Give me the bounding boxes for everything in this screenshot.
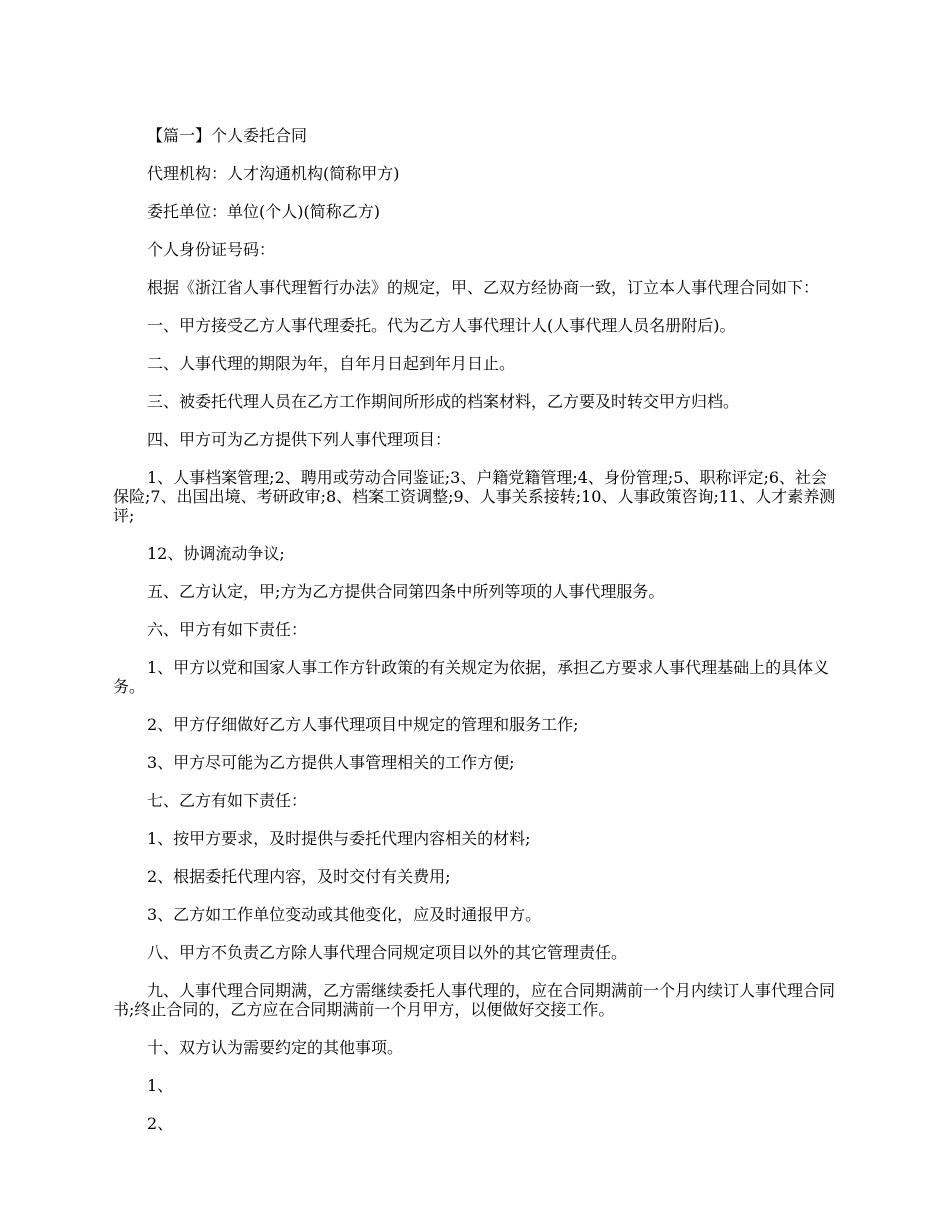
agency-line: 代理机构：人才沟通机构(简称甲方) [147, 164, 400, 183]
clause-9: 九、人事代理合同期满，乙方需继续委托人事代理的，应在合同期满前一个月内续订人事代理合同书;终止合同的，乙方应在合同期满前一个月甲方，以便做好交接工作。 [113, 981, 836, 1019]
document-body [113, 126, 843, 1152]
section-title: 【篇一】个人委托合同 [147, 126, 308, 145]
clause-8: 八、甲方不负责乙方除人事代理合同规定项目以外的其它管理责任。 [147, 943, 628, 962]
clause-5: 五、乙方认定，甲;方为乙方提供合同第四条中所列等项的人事代理服务。 [147, 582, 665, 601]
clause-6-item-2: 2、甲方仔细做好乙方人事代理项目中规定的管理和服务工作; [147, 715, 579, 734]
clause-6-item-1: 1、甲方以党和国家人事工作方针政策的有关规定为依据，承担乙方要求人事代理基础上的具体义务。 [113, 658, 830, 696]
clause-4-item-12: 12、协调流动争议; [147, 544, 285, 563]
clause-3: 三、被委托代理人员在乙方工作期间所形成的档案材料，乙方要及时转交甲方归档。 [147, 392, 740, 411]
clause-6-item-3: 3、甲方尽可能为乙方提供人事管理相关的工作方便; [147, 753, 515, 772]
clause-7-item-3: 3、乙方如工作单位变动或其他变化，应及时通报甲方。 [147, 905, 542, 924]
clause-6: 六、甲方有如下责任： [147, 620, 308, 639]
client-line: 委托单位：单位(个人)(简称乙方) [147, 202, 380, 221]
clause-7-item-1: 1、按甲方要求，及时提供与委托代理内容相关的材料; [147, 829, 531, 848]
clause-1: 一、甲方接受乙方人事代理委托。代为乙方人事代理计人(人事代理人员名册附后)。 [147, 316, 736, 335]
clause-10-item-2: 2、 [147, 1114, 174, 1133]
clause-10: 十、双方认为需要约定的其他事项。 [147, 1038, 404, 1057]
clause-2: 二、人事代理的期限为年，自年月日起到年月日止。 [147, 354, 516, 373]
preamble-paragraph: 根据《浙江省人事代理暂行办法》的规定，甲、乙双方经协商一致，订立本人事代理合同如下： [147, 278, 820, 297]
clause-7: 七、乙方有如下责任： [147, 791, 308, 810]
clause-4-items: 1、人事档案管理;2、聘用或劳动合同鉴证;3、户籍党籍管理;4、身份管理;5、职称评定;6、社会保险;7、出国出境、考研政审;8、档案工资调整;9、人事关系接转;10、人事政策咨询;11、人才素养测评; [113, 468, 836, 525]
clause-10-item-1: 1、 [147, 1076, 174, 1095]
clause-7-item-2: 2、根据委托代理内容，及时交付有关费用; [147, 867, 451, 886]
id-number-line: 个人身份证号码： [147, 240, 276, 259]
clause-4: 四、甲方可为乙方提供下列人事代理项目： [147, 430, 452, 449]
